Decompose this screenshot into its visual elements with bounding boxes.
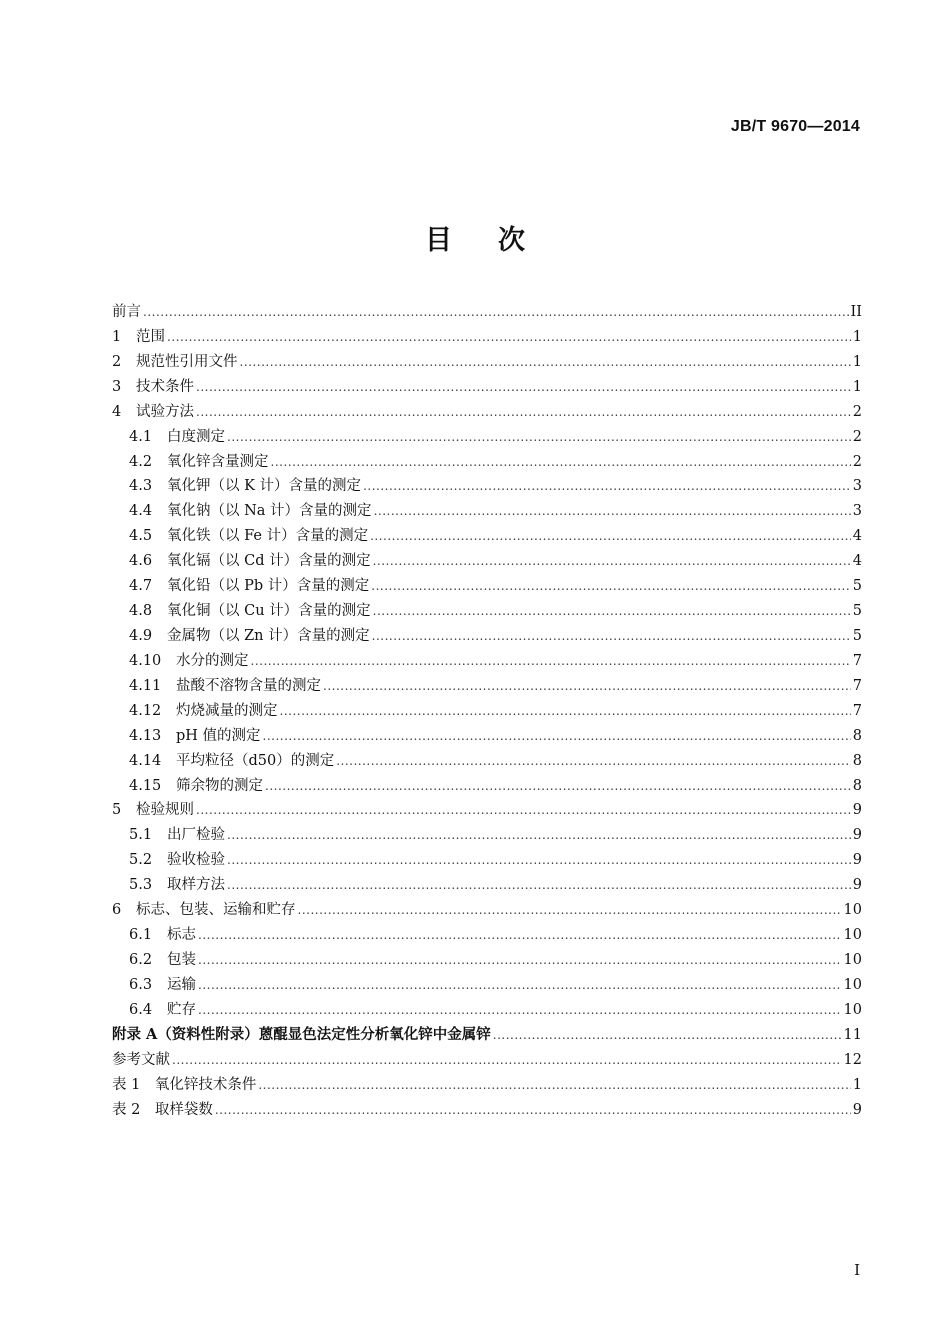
toc-leader-dots: [258, 1073, 850, 1098]
toc-entry-page: 4: [852, 553, 862, 570]
toc-entry-title: 取样方法: [167, 877, 225, 894]
toc-entry-title: 检验规则: [136, 802, 194, 819]
toc-entry-page: 1: [852, 1076, 862, 1093]
toc-entry-title: 氧化铅（以 Pb 计）含量的测定: [167, 578, 370, 595]
toc-leader-dots: [196, 375, 851, 400]
toc-entry[interactable]: [112, 624, 862, 649]
toc-entry-title: 氧化铜（以 Cu 计）含量的测定: [167, 603, 371, 620]
toc-entry-page: 5: [852, 578, 862, 595]
toc-entry-number: 4: [112, 403, 122, 420]
toc-entry-title: 试验方法: [136, 403, 194, 420]
toc-leader-dots: [373, 599, 851, 624]
toc-entry-page: 4: [852, 528, 862, 545]
standard-code: JB/T 9670—2014: [730, 118, 860, 135]
toc-entry-title: 出厂检验: [167, 827, 225, 844]
toc-entry[interactable]: [112, 998, 862, 1023]
toc-entry-title: 包装: [167, 951, 196, 968]
toc-entry-number: 2: [112, 353, 122, 370]
toc-entry-number: 6.4: [129, 1001, 153, 1018]
page-number: I: [854, 1261, 860, 1279]
toc-entry[interactable]: [112, 873, 862, 898]
toc-entry-page: 10: [843, 1001, 862, 1018]
toc-entry-page: 12: [843, 1051, 862, 1068]
toc-entry[interactable]: [112, 1073, 862, 1098]
toc-leader-dots: [363, 474, 851, 499]
table-of-contents: [112, 300, 862, 1122]
toc-entry-title: 标志: [167, 927, 196, 944]
toc-entry[interactable]: [112, 599, 862, 624]
toc-entry[interactable]: [112, 375, 862, 400]
toc-entry-page: 1: [852, 328, 862, 345]
toc-entry-title: 氧化钠（以 Na 计）含量的测定: [167, 503, 372, 520]
toc-entry-number: 4.10: [129, 652, 162, 669]
toc-leader-dots: [370, 524, 851, 549]
toc-entry-page: 10: [843, 951, 862, 968]
toc-entry-page: 7: [852, 677, 862, 694]
toc-leader-dots: [280, 699, 851, 724]
toc-entry-title: 标志、包装、运输和贮存: [136, 902, 296, 919]
toc-entry[interactable]: [112, 425, 862, 450]
toc-entry-number: 6.3: [129, 976, 153, 993]
toc-entry[interactable]: [112, 774, 862, 799]
toc-entry-page: 7: [852, 702, 862, 719]
toc-entry[interactable]: [112, 350, 862, 375]
toc-entry-page: 2: [852, 403, 862, 420]
toc-leader-dots: [493, 1023, 842, 1048]
toc-entry-title: 盐酸不溶物含量的测定: [176, 677, 321, 694]
toc-leader-dots: [240, 350, 851, 375]
toc-leader-dots: [336, 749, 851, 774]
toc-entry-page: 9: [852, 852, 862, 869]
toc-leader-dots: [263, 724, 851, 749]
toc-entry-page: 10: [843, 927, 862, 944]
toc-entry[interactable]: [112, 400, 862, 425]
page-title: 目次: [425, 225, 571, 256]
toc-entry-number: 5: [112, 802, 122, 819]
toc-entry-title: 参考文献: [112, 1051, 170, 1068]
toc-entry-page: 2: [852, 453, 862, 470]
toc-leader-dots: [198, 998, 842, 1023]
toc-entry-title: 水分的测定: [176, 652, 249, 669]
toc-entry-page: 9: [852, 802, 862, 819]
toc-entry[interactable]: [112, 823, 862, 848]
toc-entry-title: 表 1 氧化锌技术条件: [112, 1076, 257, 1093]
toc-entry-page: 1: [852, 353, 862, 370]
toc-leader-dots: [143, 300, 849, 325]
toc-entry-title: pH 值的测定: [176, 727, 261, 744]
toc-entry-title: 氧化锌含量测定: [167, 453, 269, 470]
toc-entry-number: 6: [112, 902, 122, 919]
toc-entry-title: 附录 A（资料性附录）蒽醌显色法定性分析氧化锌中金属锌: [112, 1025, 491, 1043]
toc-leader-dots: [271, 450, 851, 475]
toc-entry[interactable]: [112, 574, 862, 599]
toc-entry[interactable]: [112, 749, 862, 774]
toc-entry[interactable]: [112, 524, 862, 549]
toc-entry-number: 4.1: [129, 428, 153, 445]
toc-entry-number: 5.1: [129, 827, 153, 844]
toc-entry[interactable]: [112, 848, 862, 873]
toc-entry-page: 9: [852, 827, 862, 844]
toc-leader-dots: [372, 624, 851, 649]
toc-entry[interactable]: [112, 973, 862, 998]
toc-entry-page: 5: [852, 627, 862, 644]
toc-entry-page: 3: [852, 478, 862, 495]
toc-leader-dots: [371, 574, 851, 599]
toc-entry-page: 8: [852, 727, 862, 744]
toc-entry[interactable]: [112, 1048, 862, 1073]
toc-entry-title: 规范性引用文件: [136, 353, 238, 370]
toc-entry-number: 4.13: [129, 727, 162, 744]
toc-entry-page: 5: [852, 603, 862, 620]
toc-leader-dots: [196, 400, 851, 425]
toc-entry-number: 6.1: [129, 927, 153, 944]
toc-entry-title: 贮存: [167, 1001, 196, 1018]
toc-entry-number: 4.3: [129, 478, 153, 495]
toc-entry-number: 4.11: [129, 677, 162, 694]
toc-entry-number: 4.6: [129, 553, 153, 570]
toc-entry[interactable]: [112, 300, 862, 325]
toc-entry-number: 4.4: [129, 503, 153, 520]
toc-entry[interactable]: [112, 499, 862, 524]
toc-leader-dots: [373, 549, 851, 574]
toc-entry[interactable]: [112, 724, 862, 749]
toc-leader-dots: [196, 798, 851, 823]
toc-entry-title: 灼烧减量的测定: [176, 702, 278, 719]
toc-leader-dots: [251, 649, 851, 674]
toc-entry[interactable]: [112, 898, 862, 923]
toc-entry[interactable]: [112, 474, 862, 499]
toc-entry[interactable]: [112, 1098, 862, 1123]
toc-entry-number: 1: [112, 328, 122, 345]
toc-leader-dots: [323, 674, 851, 699]
toc-entry-title: 白度测定: [167, 428, 225, 445]
toc-leader-dots: [172, 1048, 842, 1073]
toc-entry[interactable]: [112, 450, 862, 475]
toc-entry-title: 前言: [112, 304, 141, 320]
toc-entry[interactable]: [112, 923, 862, 948]
toc-leader-dots: [265, 774, 851, 799]
toc-leader-dots: [215, 1098, 851, 1123]
toc-entry-number: 4.9: [129, 627, 153, 644]
toc-leader-dots: [167, 325, 851, 350]
toc-entry[interactable]: [112, 699, 862, 724]
toc-entry-page: 10: [843, 976, 862, 993]
toc-entry-number: 4.14: [129, 752, 162, 769]
toc-leader-dots: [198, 973, 842, 998]
toc-entry-page: 9: [852, 877, 862, 894]
toc-entry-page: II: [850, 304, 862, 320]
toc-entry[interactable]: [112, 649, 862, 674]
toc-entry-page: 10: [843, 902, 862, 919]
toc-entry-number: 3: [112, 378, 122, 395]
toc-entry-page: 8: [852, 752, 862, 769]
toc-entry-title: 氧化镉（以 Cd 计）含量的测定: [167, 553, 371, 570]
toc-entry-number: 4.5: [129, 528, 153, 545]
toc-entry-title: 氧化铁（以 Fe 计）含量的测定: [167, 528, 369, 545]
toc-entry-page: 11: [843, 1026, 862, 1043]
toc-entry-page: 2: [852, 428, 862, 445]
toc-entry-title: 平均粒径（d50）的测定: [176, 752, 335, 769]
toc-leader-dots: [227, 425, 851, 450]
toc-entry-title: 运输: [167, 976, 196, 993]
toc-entry-title: 验收检验: [167, 852, 225, 869]
toc-entry[interactable]: [112, 549, 862, 574]
toc-entry[interactable]: [112, 674, 862, 699]
toc-entry-page: 7: [852, 652, 862, 669]
toc-entry-page: 1: [852, 378, 862, 395]
toc-entry-number: 4.8: [129, 603, 153, 620]
toc-leader-dots: [227, 873, 851, 898]
toc-leader-dots: [374, 499, 851, 524]
toc-entry-number: 5.2: [129, 852, 153, 869]
toc-entry-page: 9: [852, 1101, 862, 1118]
toc-entry[interactable]: [112, 1023, 862, 1048]
toc-entry-number: 4.15: [129, 777, 162, 794]
toc-entry-title: 范围: [136, 328, 165, 345]
toc-entry-title: 金属物（以 Zn 计）含量的测定: [167, 627, 370, 644]
toc-entry[interactable]: [112, 798, 862, 823]
toc-leader-dots: [227, 823, 851, 848]
toc-leader-dots: [227, 848, 851, 873]
toc-entry[interactable]: [112, 325, 862, 350]
toc-entry-number: 6.2: [129, 951, 153, 968]
toc-entry-page: 8: [852, 777, 862, 794]
toc-entry-title: 技术条件: [136, 378, 194, 395]
toc-entry-page: 3: [852, 503, 862, 520]
toc-entry-title: 氧化钾（以 K 计）含量的测定: [167, 478, 362, 495]
toc-leader-dots: [298, 898, 842, 923]
toc-entry-title: 筛余物的测定: [176, 777, 263, 794]
toc-entry-number: 5.3: [129, 877, 153, 894]
toc-leader-dots: [198, 948, 842, 973]
toc-leader-dots: [198, 923, 842, 948]
toc-entry-number: 4.7: [129, 578, 153, 595]
toc-entry-number: 4.12: [129, 702, 162, 719]
toc-entry-title: 表 2 取样袋数: [112, 1101, 213, 1118]
toc-entry-number: 4.2: [129, 453, 153, 470]
toc-entry[interactable]: [112, 948, 862, 973]
